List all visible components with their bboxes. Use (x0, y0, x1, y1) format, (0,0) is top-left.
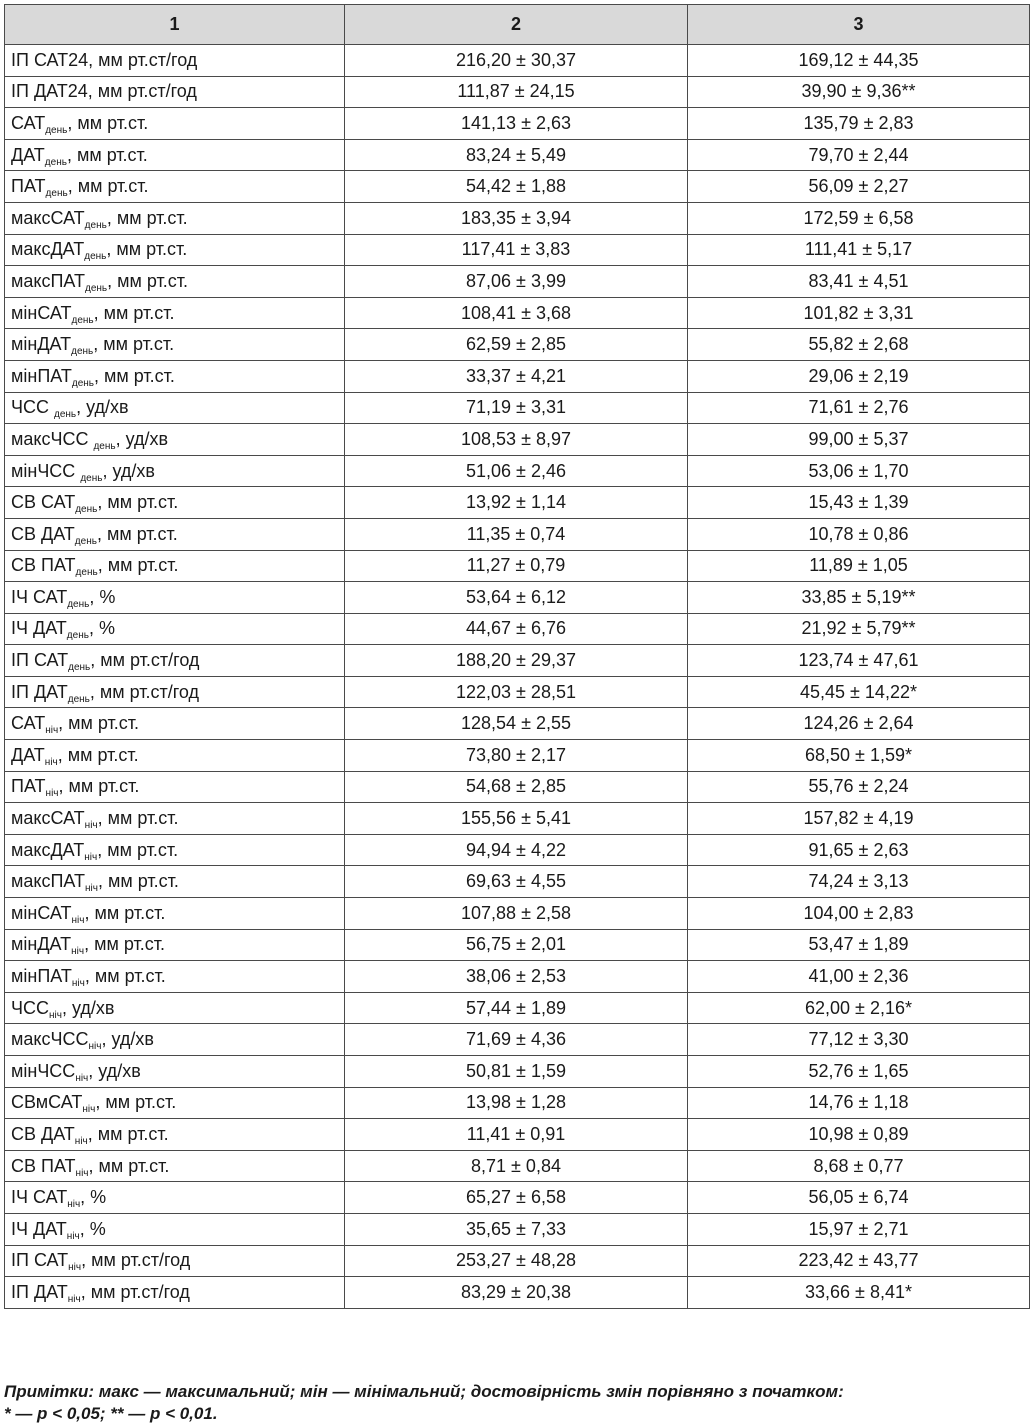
value-col-3: 55,82 ± 2,68 (688, 329, 1030, 361)
row-label (5, 929, 345, 961)
label-main: ІП ДАТ (11, 681, 68, 702)
table-row (5, 1056, 1030, 1088)
value-col-2: 83,29 ± 20,38 (345, 1277, 688, 1309)
table-row (5, 392, 1030, 424)
label-main: ДАТ (11, 744, 45, 765)
table-row (5, 898, 1030, 930)
label-unit: , мм рт.ст. (88, 1155, 170, 1176)
table-row (5, 76, 1030, 108)
value-col-3: 169,12 ± 44,35 (688, 45, 1030, 77)
value-col-2: 253,27 ± 48,28 (345, 1245, 688, 1277)
table-row (5, 234, 1030, 266)
value-col-3: 157,82 ± 4,19 (688, 803, 1030, 835)
table-row (5, 1182, 1030, 1214)
table-row (5, 676, 1030, 708)
row-label (5, 866, 345, 898)
row-label (5, 1119, 345, 1151)
value-col-2: 188,20 ± 29,37 (345, 645, 688, 677)
label-subscript: ніч (74, 1135, 88, 1147)
table-row (5, 1150, 1030, 1182)
label-subscript: день (71, 346, 94, 358)
label-unit: , мм рт.ст. (84, 902, 166, 923)
row-label (5, 1213, 345, 1245)
row-label (5, 424, 345, 456)
value-col-2: 216,20 ± 30,37 (345, 45, 688, 77)
row-label (5, 234, 345, 266)
row-label (5, 771, 345, 803)
value-col-3: 83,41 ± 4,51 (688, 266, 1030, 298)
value-col-2: 108,41 ± 3,68 (345, 297, 688, 329)
value-col-2: 69,63 ± 4,55 (345, 866, 688, 898)
label-main: ІП САТ (11, 650, 69, 671)
label-unit: , мм рт.ст. (97, 808, 179, 829)
value-col-2: 71,19 ± 3,31 (345, 392, 688, 424)
table-body (5, 45, 1030, 1309)
label-unit: , уд/хв (76, 397, 129, 418)
label-subscript: ніч (82, 1104, 96, 1116)
label-unit: , мм рт.ст. (97, 839, 179, 860)
label-unit: , уд/хв (101, 1029, 154, 1050)
label-main: ІЧ ДАТ (11, 1218, 67, 1239)
label-main: САТ (11, 713, 46, 734)
label-subscript: день (80, 472, 103, 484)
label-subscript: день (45, 188, 68, 200)
label-subscript: день (66, 630, 89, 642)
value-col-3: 223,42 ± 43,77 (688, 1245, 1030, 1277)
label-subscript: ніч (44, 756, 58, 768)
label-unit: , мм рт.ст/год (80, 1281, 190, 1302)
label-main: ІП ДАТ24, мм рт.ст/год (11, 81, 197, 102)
table-notes (4, 1381, 1029, 1425)
row-label (5, 360, 345, 392)
row-label (5, 455, 345, 487)
value-col-2: 50,81 ± 1,59 (345, 1056, 688, 1088)
label-subscript: день (75, 567, 98, 579)
label-subscript: ніч (75, 1167, 89, 1179)
table-row (5, 740, 1030, 772)
value-col-3: 111,41 ± 5,17 (688, 234, 1030, 266)
value-col-2: 183,35 ± 3,94 (345, 202, 688, 234)
label-unit: , мм рт.ст. (96, 523, 178, 544)
value-col-3: 99,00 ± 5,37 (688, 424, 1030, 456)
label-main: максДАТ (11, 839, 85, 860)
label-main: максЧСС (11, 428, 94, 449)
row-label (5, 266, 345, 298)
label-main: мінЧСС (11, 460, 81, 481)
value-col-3: 104,00 ± 2,83 (688, 898, 1030, 930)
label-unit: , мм рт.ст. (106, 239, 188, 260)
label-subscript: день (68, 662, 91, 674)
table-row (5, 424, 1030, 456)
label-subscript: ніч (49, 1009, 62, 1021)
row-label (5, 645, 345, 677)
value-col-2: 53,64 ± 6,12 (345, 582, 688, 614)
label-subscript: день (93, 440, 116, 452)
label-subscript: ніч (71, 914, 85, 926)
label-main: мінСАТ (11, 902, 72, 923)
label-main: мінПАТ (11, 365, 72, 386)
table-row (5, 992, 1030, 1024)
value-col-2: 71,69 ± 4,36 (345, 1024, 688, 1056)
header-col-2: 2 (345, 5, 688, 45)
value-col-2: 8,71 ± 0,84 (345, 1150, 688, 1182)
table-row (5, 1213, 1030, 1245)
value-col-2: 11,27 ± 0,79 (345, 550, 688, 582)
value-col-3: 56,05 ± 6,74 (688, 1182, 1030, 1214)
label-main: максПАТ (11, 871, 85, 892)
table-row (5, 171, 1030, 203)
label-main: максДАТ (11, 239, 85, 260)
label-unit: , мм рт.ст/год (81, 1250, 191, 1271)
value-col-3: 79,70 ± 2,44 (688, 139, 1030, 171)
label-unit: , мм рт.ст. (93, 302, 175, 323)
label-subscript: день (44, 156, 67, 168)
table-row (5, 108, 1030, 140)
value-col-2: 94,94 ± 4,22 (345, 834, 688, 866)
label-main: СВ ПАТ (11, 555, 76, 576)
row-label (5, 297, 345, 329)
label-main: СВ ДАТ (11, 1123, 75, 1144)
value-col-2: 62,59 ± 2,85 (345, 329, 688, 361)
label-subscript: ніч (84, 851, 98, 863)
table-row (5, 1024, 1030, 1056)
label-unit: , мм рт.ст. (58, 713, 140, 734)
row-label (5, 171, 345, 203)
value-col-2: 11,35 ± 0,74 (345, 518, 688, 550)
label-subscript: ніч (71, 978, 85, 990)
row-label (5, 329, 345, 361)
value-col-2: 56,75 ± 2,01 (345, 929, 688, 961)
table-row (5, 487, 1030, 519)
label-subscript: ніч (67, 1293, 81, 1305)
table-row (5, 582, 1030, 614)
label-main: ДАТ (11, 144, 45, 165)
table-row (5, 645, 1030, 677)
table-row (5, 360, 1030, 392)
value-col-2: 13,92 ± 1,14 (345, 487, 688, 519)
label-subscript: день (74, 535, 97, 547)
label-subscript: ніч (88, 1041, 102, 1053)
label-main: САТ (11, 112, 46, 133)
value-col-2: 73,80 ± 2,17 (345, 740, 688, 772)
table-row (5, 1119, 1030, 1151)
label-subscript: ніч (45, 725, 59, 737)
label-main: мінДАТ (11, 334, 72, 355)
row-label (5, 613, 345, 645)
value-col-3: 101,82 ± 3,31 (688, 297, 1030, 329)
label-main: ІП ДАТ (11, 1281, 68, 1302)
label-subscript: ніч (68, 1262, 82, 1274)
label-subscript: день (85, 282, 108, 294)
value-col-2: 44,67 ± 6,76 (345, 613, 688, 645)
data-table (4, 4, 1030, 1309)
label-main: СВ ДАТ (11, 523, 75, 544)
value-col-3: 41,00 ± 2,36 (688, 961, 1030, 993)
label-unit: , мм рт.ст. (67, 112, 149, 133)
label-subscript: ніч (45, 788, 59, 800)
value-col-2: 38,06 ± 2,53 (345, 961, 688, 993)
table-row (5, 1245, 1030, 1277)
value-col-3: 77,12 ± 3,30 (688, 1024, 1030, 1056)
value-col-2: 122,03 ± 28,51 (345, 676, 688, 708)
label-unit: , мм рт.ст. (94, 365, 175, 386)
row-label (5, 708, 345, 740)
value-col-3: 8,68 ± 0,77 (688, 1150, 1030, 1182)
label-unit: , мм рт.ст. (84, 934, 165, 955)
label-subscript: день (75, 504, 98, 516)
table-row (5, 1087, 1030, 1119)
row-label (5, 550, 345, 582)
label-subscript: день (54, 409, 77, 421)
row-label (5, 676, 345, 708)
label-main: мінЧСС (11, 1060, 76, 1081)
row-label (5, 487, 345, 519)
label-unit: , мм рт.ст/год (90, 650, 200, 671)
value-col-2: 33,37 ± 4,21 (345, 360, 688, 392)
label-subscript: ніч (66, 1230, 80, 1242)
header-col-1: 1 (5, 5, 345, 45)
value-col-3: 91,65 ± 2,63 (688, 834, 1030, 866)
label-subscript: день (45, 124, 68, 136)
label-main: максСАТ (11, 808, 85, 829)
row-label (5, 1150, 345, 1182)
table-row (5, 139, 1030, 171)
value-col-3: 10,78 ± 0,86 (688, 518, 1030, 550)
table-row (5, 803, 1030, 835)
table-row (5, 771, 1030, 803)
label-main: максПАТ (11, 270, 85, 291)
table-row (5, 297, 1030, 329)
value-col-3: 10,98 ± 0,89 (688, 1119, 1030, 1151)
row-label (5, 45, 345, 77)
value-col-3: 21,92 ± 5,79** (688, 613, 1030, 645)
label-main: СВ САТ (11, 492, 76, 513)
label-unit: , % (79, 1218, 106, 1239)
label-main: ПАТ (11, 776, 46, 797)
table-row (5, 518, 1030, 550)
table-row (5, 961, 1030, 993)
row-label (5, 108, 345, 140)
label-main: ЧСС (11, 397, 54, 418)
label-unit: , % (80, 1187, 107, 1208)
data-table-container (4, 4, 1029, 1309)
label-unit: , уд/хв (88, 1060, 141, 1081)
value-col-3: 123,74 ± 47,61 (688, 645, 1030, 677)
row-label (5, 392, 345, 424)
value-col-2: 51,06 ± 2,46 (345, 455, 688, 487)
row-label (5, 1087, 345, 1119)
label-main: СВмСАТ (11, 1092, 83, 1113)
value-col-2: 54,68 ± 2,85 (345, 771, 688, 803)
table-row (5, 834, 1030, 866)
table-row (5, 202, 1030, 234)
value-col-3: 124,26 ± 2,64 (688, 708, 1030, 740)
row-label (5, 582, 345, 614)
label-unit: , мм рт.ст. (106, 207, 188, 228)
row-label (5, 1245, 345, 1277)
table-row (5, 550, 1030, 582)
value-col-2: 35,65 ± 7,33 (345, 1213, 688, 1245)
value-col-2: 117,41 ± 3,83 (345, 234, 688, 266)
value-col-3: 33,85 ± 5,19** (688, 582, 1030, 614)
row-label (5, 1024, 345, 1056)
label-subscript: ніч (75, 1072, 89, 1084)
value-col-3: 172,59 ± 6,58 (688, 202, 1030, 234)
label-main: мінСАТ (11, 302, 72, 323)
header-row (5, 5, 1030, 45)
label-subscript: день (67, 693, 90, 705)
label-unit: , мм рт.ст. (87, 1123, 169, 1144)
value-col-3: 11,89 ± 1,05 (688, 550, 1030, 582)
value-col-3: 52,76 ± 1,65 (688, 1056, 1030, 1088)
row-label (5, 740, 345, 772)
value-col-2: 108,53 ± 8,97 (345, 424, 688, 456)
label-subscript: ніч (71, 946, 85, 958)
value-col-2: 65,27 ± 6,58 (345, 1182, 688, 1214)
value-col-3: 56,09 ± 2,27 (688, 171, 1030, 203)
label-unit: , мм рт.ст. (58, 776, 140, 797)
label-unit: , мм рт.ст. (95, 1092, 177, 1113)
label-main: ІЧ ДАТ (11, 618, 67, 639)
row-label (5, 803, 345, 835)
row-label (5, 76, 345, 108)
row-label (5, 992, 345, 1024)
value-col-3: 62,00 ± 2,16* (688, 992, 1030, 1024)
value-col-3: 29,06 ± 2,19 (688, 360, 1030, 392)
value-col-3: 14,76 ± 1,18 (688, 1087, 1030, 1119)
notes-line-2: * — p < 0,05; ** — p < 0,01. (4, 1404, 218, 1423)
value-col-2: 107,88 ± 2,58 (345, 898, 688, 930)
value-col-2: 111,87 ± 24,15 (345, 76, 688, 108)
label-main: ЧСС (11, 997, 49, 1018)
header-col-3: 3 (688, 5, 1030, 45)
label-unit: , % (88, 618, 115, 639)
row-label (5, 961, 345, 993)
value-col-3: 33,66 ± 8,41* (688, 1277, 1030, 1309)
value-col-2: 13,98 ± 1,28 (345, 1087, 688, 1119)
label-unit: , мм рт.ст. (93, 334, 175, 355)
label-unit: , мм рт.ст. (67, 176, 149, 197)
value-col-3: 68,50 ± 1,59* (688, 740, 1030, 772)
label-subscript: день (67, 598, 90, 610)
label-main: ПАТ (11, 176, 46, 197)
value-col-2: 141,13 ± 2,63 (345, 108, 688, 140)
label-main: мінДАТ (11, 934, 72, 955)
label-unit: , мм рт.ст. (97, 871, 179, 892)
table-row (5, 45, 1030, 77)
label-subscript: ніч (67, 1199, 81, 1211)
row-label (5, 898, 345, 930)
value-col-3: 74,24 ± 3,13 (688, 866, 1030, 898)
value-col-2: 83,24 ± 5,49 (345, 139, 688, 171)
label-unit: , % (89, 586, 116, 607)
value-col-3: 53,47 ± 1,89 (688, 929, 1030, 961)
row-label (5, 834, 345, 866)
value-col-2: 155,56 ± 5,41 (345, 803, 688, 835)
row-label (5, 518, 345, 550)
label-unit: , уд/хв (102, 460, 155, 481)
value-col-2: 11,41 ± 0,91 (345, 1119, 688, 1151)
table-row (5, 455, 1030, 487)
table-row (5, 929, 1030, 961)
value-col-2: 128,54 ± 2,55 (345, 708, 688, 740)
row-label (5, 139, 345, 171)
label-main: мінПАТ (11, 966, 72, 987)
table-row (5, 1277, 1030, 1309)
row-label (5, 202, 345, 234)
value-col-3: 55,76 ± 2,24 (688, 771, 1030, 803)
value-col-3: 15,97 ± 2,71 (688, 1213, 1030, 1245)
label-main: ІЧ САТ (11, 586, 68, 607)
label-main: ІЧ САТ (11, 1187, 68, 1208)
value-col-3: 45,45 ± 14,22* (688, 676, 1030, 708)
table-row (5, 708, 1030, 740)
label-main: максСАТ (11, 207, 85, 228)
label-unit: , мм рт.ст. (57, 744, 139, 765)
label-subscript: ніч (84, 820, 98, 832)
value-col-3: 53,06 ± 1,70 (688, 455, 1030, 487)
value-col-2: 87,06 ± 3,99 (345, 266, 688, 298)
label-main: ІП САТ24, мм рт.ст/год (11, 49, 198, 70)
row-label (5, 1056, 345, 1088)
table-row (5, 613, 1030, 645)
label-subscript: ніч (85, 883, 98, 895)
value-col-3: 71,61 ± 2,76 (688, 392, 1030, 424)
label-unit: , мм рт.ст/год (89, 681, 200, 702)
table-row (5, 866, 1030, 898)
label-unit: , мм рт.ст. (84, 966, 166, 987)
value-col-2: 54,42 ± 1,88 (345, 171, 688, 203)
value-col-3: 15,43 ± 1,39 (688, 487, 1030, 519)
label-unit: , мм рт.ст. (97, 555, 179, 576)
label-unit: , мм рт.ст. (66, 144, 148, 165)
label-main: ІП САТ (11, 1250, 69, 1271)
label-subscript: день (84, 251, 107, 263)
label-main: максЧСС (11, 1029, 89, 1050)
label-unit: , уд/хв (61, 997, 115, 1018)
label-subscript: день (84, 219, 107, 231)
value-col-2: 57,44 ± 1,89 (345, 992, 688, 1024)
row-label (5, 1277, 345, 1309)
label-subscript: день (71, 314, 94, 326)
label-unit: , мм рт.ст. (97, 492, 179, 513)
label-unit: , мм рт.ст. (107, 270, 189, 291)
table-row (5, 329, 1030, 361)
label-subscript: день (71, 377, 94, 389)
label-unit: , уд/хв (115, 428, 169, 449)
notes-line-1: Примітки: макс — максимальний; мін — мінімальний; достовірність змін порівняно з початком: (4, 1382, 844, 1401)
value-col-3: 39,90 ± 9,36** (688, 76, 1030, 108)
value-col-3: 135,79 ± 2,83 (688, 108, 1030, 140)
table-row (5, 266, 1030, 298)
row-label (5, 1182, 345, 1214)
label-main: СВ ПАТ (11, 1155, 76, 1176)
